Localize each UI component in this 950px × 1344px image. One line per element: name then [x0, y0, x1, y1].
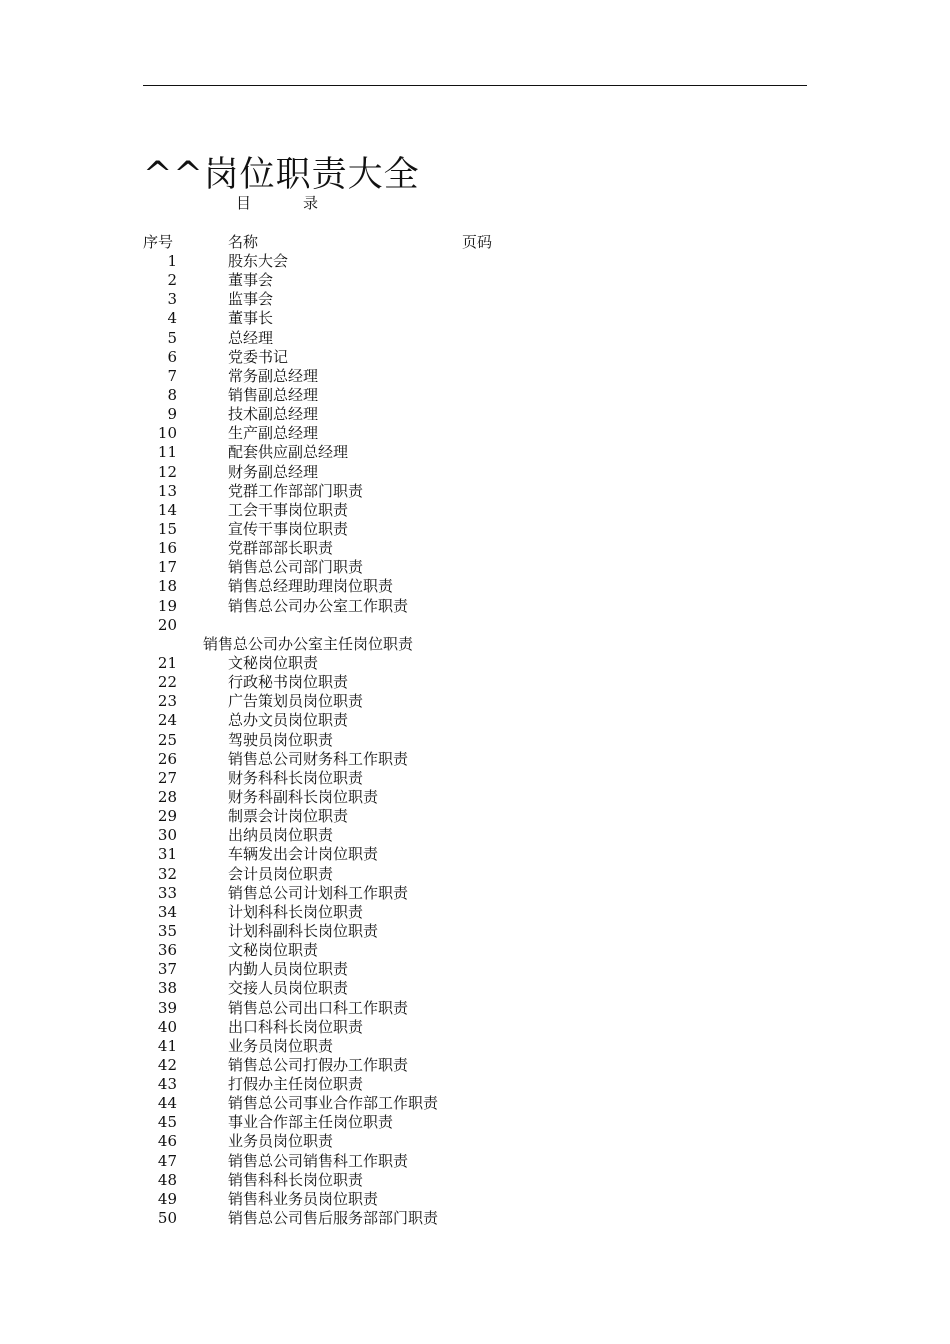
toc-row-number: 20	[157, 615, 177, 634]
toc-row[interactable]	[143, 501, 663, 520]
toc-row[interactable]	[143, 922, 663, 941]
toc-row-name: 销售总公司打假办工作职责	[228, 1055, 409, 1074]
toc-row-number: 18	[157, 577, 177, 596]
toc-row-number: 16	[157, 539, 177, 558]
toc-row-number: 43	[157, 1075, 177, 1094]
toc-row-name: 销售总公司办公室工作职责	[228, 596, 409, 615]
toc-row-number: 41	[157, 1036, 177, 1055]
toc-row-number: 4	[167, 309, 177, 328]
toc-row[interactable]	[143, 424, 663, 443]
toc-row[interactable]	[143, 1018, 663, 1037]
toc-row-name: 销售总公司部门职责	[228, 558, 364, 577]
toc-row-number: 47	[157, 1151, 177, 1170]
toc-row-name: 文秘岗位职责	[228, 653, 319, 672]
toc-row-number: 3	[167, 290, 177, 309]
toc-row-name: 股东大会	[228, 252, 289, 270]
toc-row[interactable]	[143, 616, 663, 654]
toc-row-name: 业务员岗位职责	[228, 1132, 334, 1151]
toc-row[interactable]	[143, 1190, 663, 1209]
toc-row-number: 49	[157, 1189, 177, 1208]
toc-row[interactable]	[143, 1152, 663, 1171]
toc-row-name: 监事会	[228, 290, 274, 309]
toc-row[interactable]	[143, 367, 663, 386]
toc-row-name: 文秘岗位职责	[228, 941, 319, 960]
toc-row-number: 21	[157, 653, 177, 672]
toc-row[interactable]	[143, 405, 663, 424]
toc-row-number: 11	[157, 443, 177, 462]
toc-row-number: 6	[167, 347, 177, 366]
toc-row-name: 销售总公司办公室主任岗位职责	[203, 634, 414, 653]
toc-row[interactable]	[143, 290, 663, 309]
toc-row[interactable]	[143, 788, 663, 807]
toc-row-name: 工会干事岗位职责	[228, 500, 349, 519]
toc-row-name: 销售总公司销售科工作职责	[228, 1151, 409, 1170]
toc-row[interactable]	[143, 597, 663, 616]
toc-row[interactable]	[143, 1094, 663, 1113]
toc-row-name: 技术副总经理	[228, 405, 319, 424]
toc-row[interactable]	[143, 865, 663, 884]
toc-row-name: 会计员岗位职责	[228, 864, 334, 883]
toc-row-number: 8	[167, 385, 177, 404]
toc-row-name: 出纳员岗位职责	[228, 826, 334, 845]
toc-row-number: 30	[157, 826, 177, 845]
toc-row[interactable]	[143, 539, 663, 558]
toc-row-number: 34	[157, 902, 177, 921]
toc-row-name: 配套供应副总经理	[228, 443, 349, 462]
toc-row-name: 党群部部长职责	[228, 539, 334, 558]
toc-row-name: 销售总公司事业合作部工作职责	[228, 1094, 439, 1113]
toc-row-name: 销售总公司计划科工作职责	[228, 883, 409, 902]
toc-row[interactable]	[143, 999, 663, 1018]
toc-row[interactable]	[143, 520, 663, 539]
toc-row-number: 40	[157, 1017, 177, 1036]
toc-row-name: 计划科副科长岗位职责	[228, 921, 379, 940]
toc-row-number: 38	[157, 979, 177, 998]
toc-row-name: 销售科科长岗位职责	[228, 1170, 364, 1189]
toc-row[interactable]	[143, 309, 663, 328]
toc-row-number: 1	[167, 252, 177, 270]
column-header-seq: 序号	[143, 233, 174, 251]
toc-row-number: 17	[157, 558, 177, 577]
toc-row-name: 制票会计岗位职责	[228, 807, 349, 826]
toc-row-name: 行政秘书岗位职责	[228, 673, 349, 692]
toc-row-number: 9	[167, 405, 177, 424]
toc-row[interactable]	[143, 750, 663, 769]
toc-row-name: 党群工作部部门职责	[228, 481, 364, 500]
toc-row[interactable]	[143, 558, 663, 577]
toc-row[interactable]	[143, 845, 663, 864]
toc-row-name: 销售总公司财务科工作职责	[228, 749, 409, 768]
toc-row-number: 15	[157, 519, 177, 538]
toc-row-name: 销售副总经理	[228, 385, 319, 404]
toc-row-number: 19	[157, 596, 177, 615]
toc-row[interactable]	[143, 252, 663, 271]
toc-row-number: 22	[157, 673, 177, 692]
toc-row-name: 总办文员岗位职责	[228, 711, 349, 730]
toc-row-name: 计划科科长岗位职责	[228, 902, 364, 921]
toc-row-number: 31	[157, 845, 177, 864]
toc-row-number: 2	[167, 271, 177, 290]
toc-row-name: 内勤人员岗位职责	[228, 960, 349, 979]
toc-row[interactable]	[143, 1037, 663, 1056]
toc-row-name: 驾驶员岗位职责	[228, 730, 334, 749]
toc-row[interactable]	[143, 769, 663, 788]
toc-row-number: 10	[157, 424, 177, 443]
toc-row-name: 财务副总经理	[228, 462, 319, 481]
toc-row-number: 24	[157, 711, 177, 730]
toc-row[interactable]	[143, 271, 663, 290]
toc-row-number: 5	[167, 328, 177, 347]
column-header-name: 名称	[228, 233, 259, 251]
toc-row[interactable]	[143, 1056, 663, 1075]
toc-row[interactable]	[143, 884, 663, 903]
toc-row-number: 32	[157, 864, 177, 883]
toc-row[interactable]	[143, 1113, 663, 1132]
toc-row[interactable]	[143, 348, 663, 367]
toc-row-number: 39	[157, 998, 177, 1017]
toc-row-name: 销售总公司售后服务部部门职责	[228, 1209, 439, 1228]
toc-row-number: 48	[157, 1170, 177, 1189]
toc-row[interactable]	[143, 463, 663, 482]
toc-row-number: 45	[157, 1113, 177, 1132]
toc-row-number: 26	[157, 749, 177, 768]
toc-row-name: 销售总经理助理岗位职责	[228, 577, 394, 596]
toc-row-name: 出口科科长岗位职责	[228, 1017, 364, 1036]
toc-row-number: 37	[157, 960, 177, 979]
toc-row[interactable]	[143, 386, 663, 405]
header-rule	[143, 85, 807, 86]
toc-list	[143, 252, 663, 1228]
toc-row[interactable]	[143, 1209, 663, 1228]
toc-row-name: 车辆发出会计岗位职责	[228, 845, 379, 864]
toc-row-number: 29	[157, 807, 177, 826]
toc-row-number: 33	[157, 883, 177, 902]
toc-row[interactable]	[143, 960, 663, 979]
toc-row-number: 44	[157, 1094, 177, 1113]
toc-row-name: 交接人员岗位职责	[228, 979, 349, 998]
toc-row[interactable]	[143, 1075, 663, 1094]
toc-row[interactable]	[143, 443, 663, 462]
toc-row-name: 销售总公司出口科工作职责	[228, 998, 409, 1017]
toc-row-number: 36	[157, 941, 177, 960]
toc-row[interactable]	[143, 654, 663, 673]
toc-row-number: 27	[157, 768, 177, 787]
toc-row-name: 董事会	[228, 271, 274, 290]
toc-heading-right: 录	[303, 194, 319, 212]
toc-row[interactable]	[143, 577, 663, 596]
toc-row-name: 董事长	[228, 309, 274, 328]
toc-row-number: 42	[157, 1055, 177, 1074]
toc-row-number: 12	[157, 462, 177, 481]
toc-row-name: 销售科业务员岗位职责	[228, 1189, 379, 1208]
toc-row-name: 宣传干事岗位职责	[228, 519, 349, 538]
toc-row[interactable]	[143, 979, 663, 998]
toc-row-number: 50	[157, 1209, 177, 1228]
toc-row-name: 财务科科长岗位职责	[228, 768, 364, 787]
toc-row-name: 生产副总经理	[228, 424, 319, 443]
toc-row-name: 总经理	[228, 328, 274, 347]
toc-row-name: 打假办主任岗位职责	[228, 1075, 364, 1094]
toc-row[interactable]	[143, 673, 663, 692]
toc-row-number: 25	[157, 730, 177, 749]
toc-row-number: 14	[157, 500, 177, 519]
toc-row[interactable]	[143, 807, 663, 826]
toc-row-number: 7	[167, 366, 177, 385]
toc-row[interactable]	[143, 941, 663, 960]
toc-row-number: 35	[157, 921, 177, 940]
toc-row[interactable]	[143, 1171, 663, 1190]
toc-row[interactable]	[143, 692, 663, 711]
toc-heading-left: 目	[236, 194, 252, 212]
toc-row[interactable]	[143, 482, 663, 501]
toc-row-number: 23	[157, 692, 177, 711]
toc-row-number: 13	[157, 481, 177, 500]
toc-row-name: 业务员岗位职责	[228, 1036, 334, 1055]
toc-row-name: 党委书记	[228, 347, 289, 366]
toc-row[interactable]	[143, 826, 663, 845]
toc-row-name: 事业合作部主任岗位职责	[228, 1113, 394, 1132]
toc-row-number: 46	[157, 1132, 177, 1151]
toc-row-number: 28	[157, 787, 177, 806]
toc-row[interactable]	[143, 711, 663, 730]
toc-row-name: 广告策划员岗位职责	[228, 692, 364, 711]
toc-row-name: 常务副总经理	[228, 366, 319, 385]
toc-row[interactable]	[143, 731, 663, 750]
toc-row[interactable]	[143, 903, 663, 922]
toc-row-name: 财务科副科长岗位职责	[228, 787, 379, 806]
toc-row[interactable]	[143, 1132, 663, 1151]
document-title: ^^岗位职责大全	[143, 155, 420, 195]
toc-row[interactable]	[143, 329, 663, 348]
column-header-page: 页码	[462, 233, 493, 251]
